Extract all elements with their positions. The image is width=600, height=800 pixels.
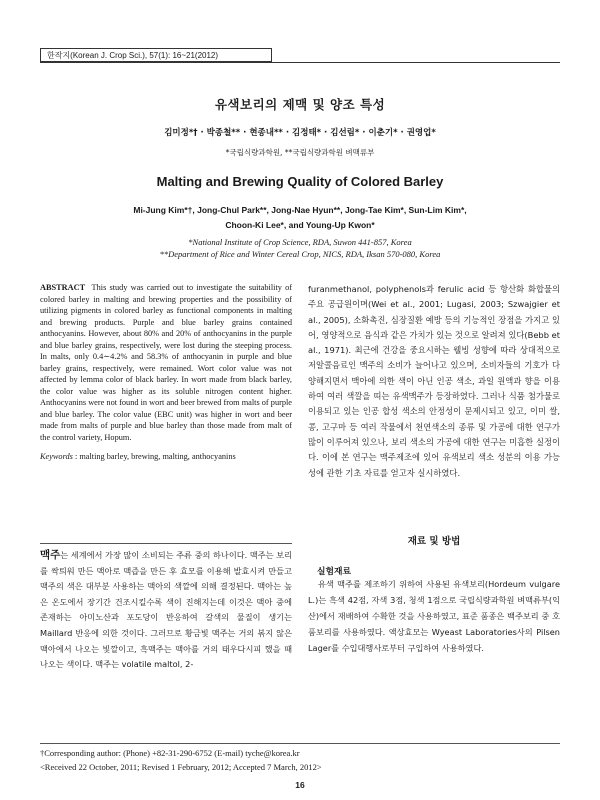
abstract-paragraph — [40, 282, 292, 443]
materials-text: 유색 맥주를 제조하기 위하여 사용된 유색보리(Hordeum vulgare L.)는 흑색 42점, 자색 3점, 청색 1점으로 국립식량과학원 벼맥류부(익산)에서 재배하여 수확한 것을 사용하였고, 표준 품종은 백주보리 중 호품보리를 사용하였다. 액상효모는 Wyeast Laboratories사의 Pilsen Lager를 수입대행사로부터 구입하여 사용하였다. — [308, 579, 560, 653]
korean-affiliation: *국립식량과학원, **국립식량과학원 벼맥류부 — [225, 148, 375, 157]
footnote-rule — [40, 743, 560, 744]
english-title: Malting and Brewing Quality of Colored Barley — [156, 174, 444, 189]
received-dates: <Received 22 October, 2011; Revised 1 February, 2012; Accepted 7 March, 2012> — [40, 761, 322, 772]
methods-section-title: 재료 및 방법 — [407, 536, 461, 547]
korean-title: 유색보리의 제맥 및 양조 특성 — [214, 97, 386, 112]
english-affiliation-line-2: **Department of Rice and Winter Cereal Crop, NICS, RDA, Iksan 570-080, Korea — [159, 249, 441, 259]
korean-authors: 김미정*† · 박종철** · 현종내** · 김정태* · 김선림* · 이춘기* · 권영업* — [164, 128, 436, 138]
intro-text: 는 세계에서 가장 많이 소비되는 주류 중의 하나이다. 맥주는 보리를 싹틔워 만든 맥아로 맥즙을 만든 후 효모를 이용해 발효시켜 만들고 맥주의 색은 대부분 사용하는 맥아의 색깔에 의해 결정된다. 맥아는 높은 온도에서 장기간 건조시킬수록 색이 진해지는데 이것은 맥아 중에 존재하는 아미노산과 포도당이 반응하여 갈색의 물질이 생기는 Maillard 반응에 의한 것이다. 그러므로 황금빛 맥주는 거의 볶지 않은 맥아에서 나오는 빛깔이고, 흑맥주는 맥아를 거의 태우다시피 했을 때 나오는 색이다. 맥주는 volatile maltol, 2- — [40, 550, 292, 670]
materials-subsection-title: 실험재료 — [317, 567, 351, 577]
abstract-block — [40, 282, 292, 463]
corresponding-author: †Corresponding author: (Phone) +82-31-290-6752 (E-mail) tyche@korea.kr — [40, 748, 300, 758]
english-affiliation-line-1: *National Institute of Crop Science, RDA, Suwon 441-857, Korea — [188, 237, 412, 247]
keywords — [40, 451, 292, 463]
journal-header — [40, 48, 272, 62]
english-affiliation — [60, 236, 540, 260]
intro-first-word: 맥주 — [40, 549, 61, 561]
keywords-list: : malting barley, brewing, malting, anthocyanins — [74, 452, 236, 461]
english-authors-line-2: Choon-Ki Lee*, and Young-Up Kwon* — [225, 220, 375, 230]
intro-continued: furanmethanol, polyphenols과 ferulic acid 등 항산화 화합물의 주요 공급원이며(Wei et al., 2001; Lugasi, 2003; Szwajgier et al., 2005), 소화촉진, 심장질환 예방 등의 기능적인 장점을 가지고 있어, 영양적으로 음식과 같은 가치가 있는 것으로 알려져 있다(Bebb et al., 1971). 최근에 건강을 중요시하는 웰빙 성향에 따라 상대적으로 저알콜음료인 맥주의 소비가 늘어나고 있으며, 소비자들의 기호가 다양해지면서 맥아에 의한 색이 아닌 인공 색소, 과일 원액과 향을 이용하여 여러 색깔을 띠는 유색맥주가 등장하였다. 그러나 식품 첨가물로 이용되고 있는 인공 합성 색소의 안정성이 문제시되고 있고, 이미 쌀, 콩, 고구마 등 여러 작물에서 천연색소의 종류 및 가공에 대한 연구가 많이 이루어져 있으나, 보리 색소의 가공에 대한 연구는 미흡한 실정이다. 이에 본 연구는 맥주제조에 있어 유색보리 색소 성분의 이용 가능성에 관한 기초 자료를 얻고자 실시하였다. — [308, 284, 560, 478]
keywords-label: Keywords — [40, 452, 73, 461]
introduction — [40, 548, 292, 673]
abstract-label: ABSTRACT — [40, 283, 86, 292]
footnote — [40, 747, 560, 774]
page-number: 16 — [295, 780, 305, 790]
english-authors — [60, 203, 540, 233]
abstract-divider — [40, 543, 292, 544]
abstract-text: This study was carried out to investigate the suitability of colored barley in malting and brewing properties and the possibility of utilizing pigments in colored barley as functional components in malting and brewing products. Purple and blue barley grains contained anthocyanins. However, about 80% and 20% of anthocyanins in the purple and blue barley grains, respectively, were lost during the steeping process. In malts, only 0.4∼4.2% and 58.3% of anthocyanin in purple and blue barley grains, respectively, were remained. Wort color value was not affected by lemma color of black barley. In wort made from black barley, the color value was higher as its soluble nitrogen content higher. Anthocyanins were not found in wort and beer brewed from malts of purple and blue barley. The color value (EBC unit) was higher in wort and beer made from malts of purple and blue barley than those made from malt of the control variety, Hopum. — [40, 283, 293, 442]
journal-citation: 한작지(Korean J. Crop Sci.), 57(1): 16~21(2012) — [47, 51, 219, 60]
header-rule — [40, 62, 560, 63]
english-authors-line-1: Mi-Jung Kim*†, Jong-Chul Park**, Jong-Nae Hyun**, Jong-Tae Kim*, Sun-Lim Kim*, — [133, 205, 467, 215]
right-column — [308, 282, 560, 481]
